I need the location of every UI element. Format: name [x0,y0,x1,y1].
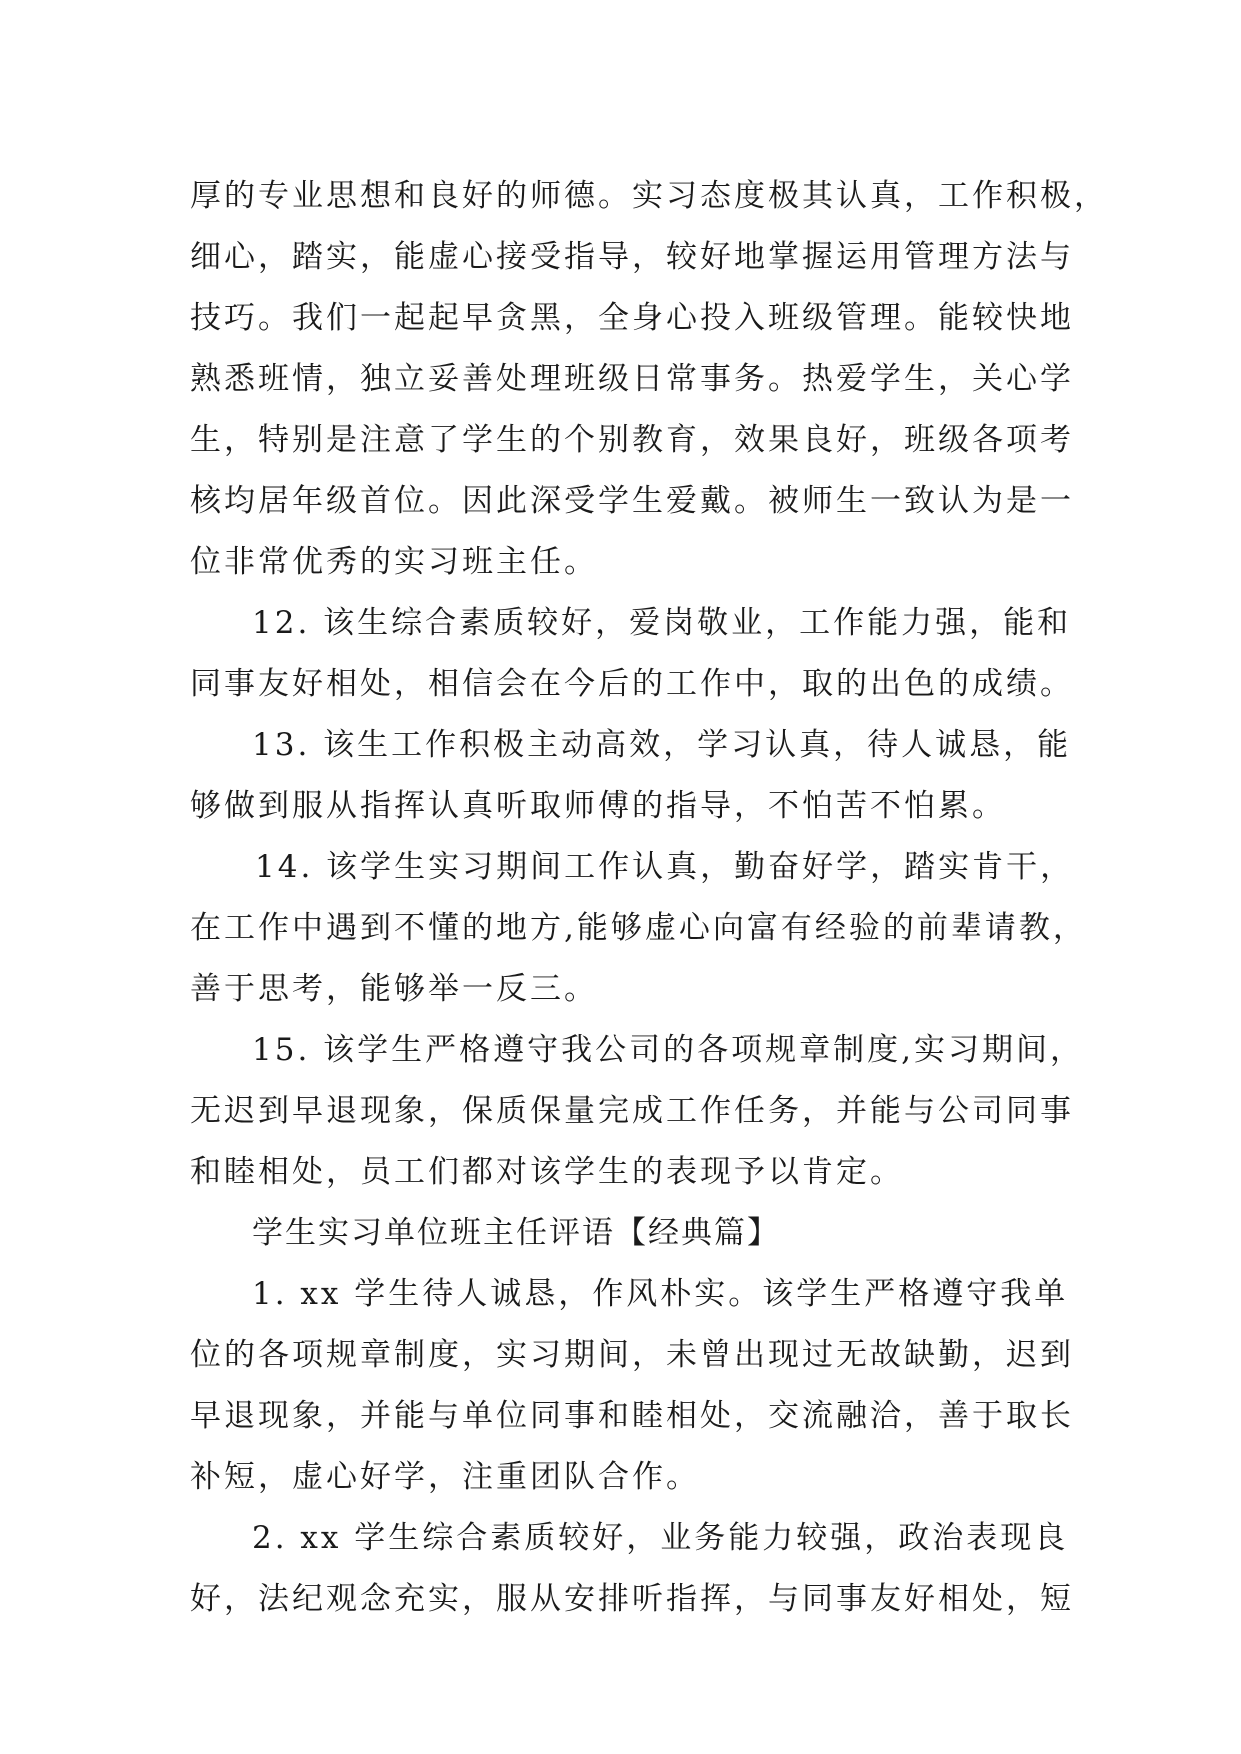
paragraph-line: 和睦相处，员工们都对该学生的表现予以肯定。 [190,1154,904,1190]
paragraph-line: 位非常优秀的实习班主任。 [190,544,598,580]
paragraph-line: 善于思考，能够举一反三。 [190,971,598,1007]
list-item-15: 15. 该学生严格遵守我公司的各项规章制度,实习期间， [252,1032,1085,1068]
paragraph-line: 好，法纪观念充实，服从安排听指挥，与同事友好相处，短 [190,1581,1074,1617]
paragraph-line: 熟悉班情，独立妥善处理班级日常事务。热爱学生，关心学 [190,361,1074,397]
paragraph-line: 技巧。我们一起起早贪黑，全身心投入班级管理。能较快地 [190,300,1074,336]
list-item-2: 2. xx 学生综合素质较好，业务能力较强，政治表现良 [252,1520,1069,1556]
paragraph-line: 厚的专业思想和良好的师德。实习态度极其认真，工作积极， [190,178,1108,214]
paragraph-line: 在工作中遇到不懂的地方,能够虚心向富有经验的前辈请教， [190,910,1087,946]
paragraph-line: 位的各项规章制度，实习期间，未曾出现过无故缺勤，迟到 [190,1337,1074,1373]
paragraph-line: 生，特别是注意了学生的个别教育，效果良好，班级各项考 [190,422,1074,458]
paragraph-line: 核均居年级首位。因此深受学生爱戴。被师生一致认为是一 [190,483,1074,519]
list-item-1: 1. xx 学生待人诚恳，作风朴实。该学生严格遵守我单 [252,1276,1069,1312]
list-item-13: 13. 该生工作积极主动高效，学习认真，待人诚恳，能 [252,727,1072,763]
paragraph-line: 早退现象，并能与单位同事和睦相处，交流融洽，善于取长 [190,1398,1074,1434]
list-item-12: 12. 该生综合素质较好，爱岗敬业，工作能力强，能和 [252,605,1072,641]
paragraph-line: 无迟到早退现象，保质保量完成工作任务，并能与公司同事 [190,1093,1074,1129]
paragraph-line: 同事友好相处，相信会在今后的工作中，取的出色的成绩。 [190,666,1074,702]
paragraph-line: 细心，踏实，能虚心接受指导，较好地掌握运用管理方法与 [190,239,1074,275]
list-item-14: 14. 该学生实习期间工作认真，勤奋好学，踏实肯干， [255,849,1075,885]
section-heading: 学生实习单位班主任评语【经典篇】 [252,1215,780,1251]
paragraph-line: 够做到服从指挥认真听取师傅的指导，不怕苦不怕累。 [190,788,1006,824]
paragraph-line: 补短，虚心好学，注重团队合作。 [190,1459,700,1495]
